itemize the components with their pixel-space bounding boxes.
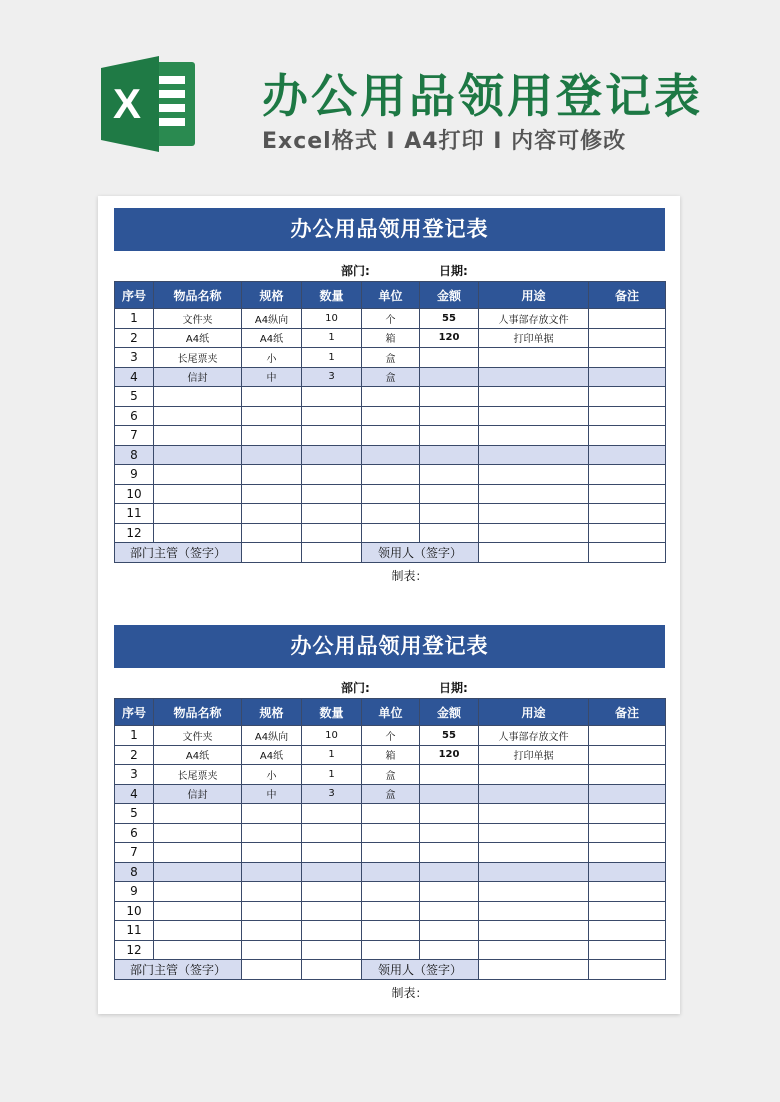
cell-unit[interactable] [362, 882, 420, 902]
cell-item-name[interactable]: A4纸 [154, 328, 242, 348]
cell-amount[interactable] [420, 484, 479, 504]
cell-item-name[interactable] [154, 445, 242, 465]
cell-amount[interactable]: 120 [420, 328, 479, 348]
cell-quantity[interactable]: 3 [302, 367, 362, 387]
cell-item-name[interactable]: 长尾票夹 [154, 765, 242, 785]
cell-index[interactable]: 1 [115, 309, 154, 329]
cell-quantity[interactable] [302, 882, 362, 902]
cell-remark[interactable] [589, 445, 666, 465]
table-header-row [115, 282, 666, 309]
cell-index[interactable]: 3 [115, 348, 154, 368]
col-header-unit: 单位 [362, 699, 420, 726]
cell-remark[interactable] [589, 309, 666, 329]
cell-unit[interactable] [362, 426, 420, 446]
table-row [115, 823, 666, 843]
cell-amount[interactable]: 120 [420, 745, 479, 765]
cell-remark[interactable] [589, 348, 666, 368]
cell-spec[interactable]: A4纵向 [242, 726, 302, 746]
cell-remark[interactable] [589, 726, 666, 746]
col-header-qty: 数量 [302, 282, 362, 309]
supervisor-signature-label: 部门主管（签字） [115, 960, 242, 980]
table-row [115, 784, 666, 804]
cell-spec[interactable] [242, 882, 302, 902]
table-row [115, 309, 666, 329]
cell-purpose[interactable] [479, 823, 589, 843]
cell-index[interactable]: 4 [115, 367, 154, 387]
cell-index[interactable]: 9 [115, 882, 154, 902]
cell-item-name[interactable] [154, 921, 242, 941]
cell-index[interactable]: 1 [115, 726, 154, 746]
cell-index[interactable]: 7 [115, 426, 154, 446]
cell-purpose[interactable] [479, 784, 589, 804]
cell-purpose[interactable] [479, 445, 589, 465]
cell-spec[interactable] [242, 445, 302, 465]
cell-quantity[interactable] [302, 940, 362, 960]
cell-purpose[interactable] [479, 504, 589, 524]
cell-remark[interactable] [589, 484, 666, 504]
cell-unit[interactable]: 盒 [362, 765, 420, 785]
cell-unit[interactable]: 个 [362, 309, 420, 329]
cell-amount[interactable] [420, 426, 479, 446]
cell-amount[interactable] [420, 367, 479, 387]
cell-purpose[interactable] [479, 882, 589, 902]
cell-purpose[interactable]: 人事部存放文件 [479, 309, 589, 329]
table-row [115, 328, 666, 348]
table-row [115, 367, 666, 387]
cell-remark[interactable] [589, 367, 666, 387]
cell-index[interactable]: 9 [115, 465, 154, 485]
cell-amount[interactable] [420, 804, 479, 824]
document-page [98, 196, 680, 1014]
cell-spec[interactable] [242, 387, 302, 407]
cell-spec[interactable]: A4纵向 [242, 309, 302, 329]
cell-unit[interactable]: 盒 [362, 348, 420, 368]
cell-unit[interactable] [362, 445, 420, 465]
col-header-index: 序号 [115, 699, 154, 726]
cell-item-name[interactable] [154, 940, 242, 960]
table-row [115, 940, 666, 960]
cell-quantity[interactable] [302, 843, 362, 863]
cell-quantity[interactable]: 1 [302, 328, 362, 348]
cell-index[interactable]: 10 [115, 901, 154, 921]
cell-spec[interactable] [242, 406, 302, 426]
cell-unit[interactable] [362, 921, 420, 941]
cell-quantity[interactable] [302, 484, 362, 504]
banner [0, 0, 780, 190]
cell-item-name[interactable]: 长尾票夹 [154, 348, 242, 368]
col-header-spec: 规格 [242, 282, 302, 309]
cell-purpose[interactable] [479, 765, 589, 785]
department-label: 部门: [341, 264, 370, 278]
cell-item-name[interactable] [154, 804, 242, 824]
cell-purpose[interactable]: 打印单据 [479, 328, 589, 348]
receiver-signature-cell[interactable] [479, 960, 589, 980]
col-header-amount: 金额 [420, 282, 479, 309]
cell-remark[interactable] [589, 804, 666, 824]
register-form-1 [114, 208, 665, 584]
cell-unit[interactable]: 个 [362, 726, 420, 746]
cell-unit[interactable] [362, 465, 420, 485]
cell-amount[interactable] [420, 882, 479, 902]
receiver-signature-label: 领用人（签字） [362, 543, 479, 563]
cell-remark[interactable] [589, 328, 666, 348]
cell-amount[interactable] [420, 504, 479, 524]
table-row [115, 504, 666, 524]
table-row [115, 445, 666, 465]
excel-logo-letter: X [112, 80, 142, 127]
cell-quantity[interactable]: 10 [302, 309, 362, 329]
cell-item-name[interactable] [154, 862, 242, 882]
cell-quantity[interactable] [302, 387, 362, 407]
cell-purpose[interactable] [479, 901, 589, 921]
cell-purpose[interactable] [479, 465, 589, 485]
cell-remark[interactable] [589, 843, 666, 863]
cell-remark[interactable] [589, 523, 666, 543]
cell-item-name[interactable]: 信封 [154, 784, 242, 804]
cell-index[interactable]: 2 [115, 745, 154, 765]
cell-index[interactable]: 11 [115, 504, 154, 524]
cell-quantity[interactable] [302, 445, 362, 465]
table-row [115, 745, 666, 765]
cell-quantity[interactable] [302, 804, 362, 824]
col-header-remark: 备注 [589, 699, 666, 726]
cell-spec[interactable] [242, 484, 302, 504]
table-row [115, 348, 666, 368]
cell-item-name[interactable]: 信封 [154, 367, 242, 387]
cell-item-name[interactable] [154, 387, 242, 407]
maker-label: 制表： [391, 568, 428, 583]
table-header-row [115, 699, 666, 726]
col-header-index: 序号 [115, 282, 154, 309]
col-header-amount: 金额 [420, 699, 479, 726]
cell-item-name[interactable]: A4纸 [154, 745, 242, 765]
main-title: 办公用品领用登记表 [262, 69, 703, 123]
supervisor-signature-cell[interactable] [242, 960, 302, 980]
cell-amount[interactable] [420, 843, 479, 863]
cell-amount[interactable] [420, 901, 479, 921]
cell-unit[interactable] [362, 901, 420, 921]
cell-quantity[interactable] [302, 465, 362, 485]
cell-spec[interactable] [242, 465, 302, 485]
subtitle: Excel格式 I A4打印 I 内容可修改 [262, 129, 627, 154]
cell-index[interactable]: 12 [115, 940, 154, 960]
date-label: 日期: [439, 681, 468, 695]
cell-item-name[interactable] [154, 901, 242, 921]
cell-purpose[interactable] [479, 406, 589, 426]
cell-amount[interactable] [420, 921, 479, 941]
cell-index[interactable]: 12 [115, 523, 154, 543]
cell-unit[interactable] [362, 406, 420, 426]
cell-quantity[interactable]: 1 [302, 745, 362, 765]
cell-unit[interactable] [362, 523, 420, 543]
register-form-2 [114, 625, 665, 1001]
cell-spec[interactable] [242, 862, 302, 882]
supervisor-signature-label: 部门主管（签字） [115, 543, 242, 563]
cell-remark[interactable] [589, 862, 666, 882]
cell-spec[interactable] [242, 804, 302, 824]
department-label: 部门: [341, 681, 370, 695]
cell-item-name[interactable] [154, 823, 242, 843]
cell-purpose[interactable]: 人事部存放文件 [479, 726, 589, 746]
cell-quantity[interactable]: 1 [302, 765, 362, 785]
cell-index[interactable]: 5 [115, 387, 154, 407]
cell-unit[interactable]: 盒 [362, 784, 420, 804]
col-header-purpose: 用途 [479, 282, 589, 309]
cell-remark[interactable] [589, 823, 666, 843]
cell-item-name[interactable] [154, 484, 242, 504]
table-body [115, 309, 666, 543]
table-row [115, 862, 666, 882]
cell-quantity[interactable] [302, 523, 362, 543]
cell-spec[interactable] [242, 901, 302, 921]
cell-purpose[interactable] [479, 862, 589, 882]
table-body [115, 726, 666, 960]
date-label: 日期: [439, 264, 468, 278]
cell-amount[interactable]: 55 [420, 309, 479, 329]
cell-unit[interactable] [362, 504, 420, 524]
cell-index[interactable]: 4 [115, 784, 154, 804]
signature-row [115, 960, 666, 980]
cell-amount[interactable] [420, 523, 479, 543]
cell-purpose[interactable]: 打印单据 [479, 745, 589, 765]
cell-amount[interactable] [420, 823, 479, 843]
cell-unit[interactable] [362, 940, 420, 960]
cell-unit[interactable] [362, 484, 420, 504]
signature-end-cell[interactable] [589, 960, 666, 980]
cell-quantity[interactable] [302, 921, 362, 941]
cell-quantity[interactable] [302, 862, 362, 882]
maker-label: 制表： [391, 985, 428, 1000]
cell-quantity[interactable] [302, 426, 362, 446]
cell-spec[interactable] [242, 426, 302, 446]
col-header-item: 物品名称 [154, 282, 242, 309]
cell-amount[interactable] [420, 940, 479, 960]
cell-index[interactable]: 5 [115, 804, 154, 824]
cell-unit[interactable] [362, 862, 420, 882]
cell-purpose[interactable] [479, 940, 589, 960]
cell-quantity[interactable] [302, 823, 362, 843]
cell-remark[interactable] [589, 921, 666, 941]
col-header-remark: 备注 [589, 282, 666, 309]
cell-amount[interactable] [420, 862, 479, 882]
cell-remark[interactable] [589, 745, 666, 765]
cell-index[interactable]: 8 [115, 445, 154, 465]
signature-gap-cell[interactable] [302, 543, 362, 563]
excel-icon [101, 56, 199, 152]
cell-index[interactable]: 2 [115, 328, 154, 348]
cell-remark[interactable] [589, 387, 666, 407]
cell-purpose[interactable] [479, 387, 589, 407]
register-table [114, 281, 666, 563]
cell-remark[interactable] [589, 504, 666, 524]
cell-unit[interactable]: 箱 [362, 328, 420, 348]
signature-gap-cell[interactable] [302, 960, 362, 980]
table-row [115, 387, 666, 407]
cell-spec[interactable]: A4纸 [242, 328, 302, 348]
cell-spec[interactable] [242, 921, 302, 941]
cell-remark[interactable] [589, 765, 666, 785]
table-row [115, 843, 666, 863]
cell-quantity[interactable] [302, 406, 362, 426]
col-header-purpose: 用途 [479, 699, 589, 726]
register-table [114, 698, 666, 980]
cell-remark[interactable] [589, 882, 666, 902]
receiver-signature-cell[interactable] [479, 543, 589, 563]
cell-item-name[interactable] [154, 406, 242, 426]
cell-item-name[interactable] [154, 426, 242, 446]
table-row [115, 921, 666, 941]
signature-row [115, 543, 666, 563]
cell-item-name[interactable] [154, 465, 242, 485]
cell-item-name[interactable] [154, 523, 242, 543]
col-header-unit: 单位 [362, 282, 420, 309]
cell-item-name[interactable] [154, 843, 242, 863]
table-row [115, 901, 666, 921]
table-row [115, 484, 666, 504]
cell-amount[interactable] [420, 465, 479, 485]
cell-item-name[interactable] [154, 504, 242, 524]
cell-index[interactable]: 3 [115, 765, 154, 785]
cell-spec[interactable] [242, 823, 302, 843]
cell-purpose[interactable] [479, 348, 589, 368]
form-title: 办公用品领用登记表 [114, 625, 665, 668]
cell-amount[interactable] [420, 784, 479, 804]
cell-remark[interactable] [589, 940, 666, 960]
cell-remark[interactable] [589, 465, 666, 485]
cell-quantity[interactable]: 10 [302, 726, 362, 746]
cell-index[interactable]: 8 [115, 862, 154, 882]
table-row [115, 765, 666, 785]
cell-unit[interactable] [362, 804, 420, 824]
signature-end-cell[interactable] [589, 543, 666, 563]
supervisor-signature-cell[interactable] [242, 543, 302, 563]
table-row [115, 406, 666, 426]
cell-purpose[interactable] [479, 523, 589, 543]
cell-purpose[interactable] [479, 426, 589, 446]
cell-quantity[interactable] [302, 901, 362, 921]
cell-spec[interactable]: A4纸 [242, 745, 302, 765]
cell-amount[interactable] [420, 765, 479, 785]
cell-spec[interactable]: 中 [242, 784, 302, 804]
cell-index[interactable]: 7 [115, 843, 154, 863]
table-row [115, 804, 666, 824]
cell-unit[interactable] [362, 843, 420, 863]
cell-remark[interactable] [589, 901, 666, 921]
col-header-item: 物品名称 [154, 699, 242, 726]
cell-unit[interactable]: 箱 [362, 745, 420, 765]
form-meta [114, 668, 665, 698]
table-row [115, 523, 666, 543]
cell-purpose[interactable] [479, 484, 589, 504]
table-row [115, 426, 666, 446]
cell-spec[interactable] [242, 523, 302, 543]
cell-unit[interactable] [362, 387, 420, 407]
form-meta [114, 251, 665, 281]
cell-unit[interactable]: 盒 [362, 367, 420, 387]
cell-item-name[interactable]: 文件夹 [154, 726, 242, 746]
table-row [115, 726, 666, 746]
cell-amount[interactable] [420, 406, 479, 426]
cell-purpose[interactable] [479, 367, 589, 387]
col-header-qty: 数量 [302, 699, 362, 726]
cell-remark[interactable] [589, 426, 666, 446]
cell-purpose[interactable] [479, 921, 589, 941]
receiver-signature-label: 领用人（签字） [362, 960, 479, 980]
cell-unit[interactable] [362, 823, 420, 843]
cell-purpose[interactable] [479, 804, 589, 824]
cell-purpose[interactable] [479, 843, 589, 863]
cell-spec[interactable] [242, 504, 302, 524]
cell-amount[interactable] [420, 387, 479, 407]
cell-quantity[interactable]: 3 [302, 784, 362, 804]
col-header-spec: 规格 [242, 699, 302, 726]
cell-index[interactable]: 10 [115, 484, 154, 504]
cell-spec[interactable] [242, 940, 302, 960]
cell-item-name[interactable]: 文件夹 [154, 309, 242, 329]
cell-index[interactable]: 11 [115, 921, 154, 941]
cell-index[interactable]: 6 [115, 406, 154, 426]
cell-remark[interactable] [589, 406, 666, 426]
table-row [115, 882, 666, 902]
table-row [115, 465, 666, 485]
cell-quantity[interactable]: 1 [302, 348, 362, 368]
cell-spec[interactable]: 中 [242, 367, 302, 387]
cell-item-name[interactable] [154, 882, 242, 902]
cell-spec[interactable]: 小 [242, 765, 302, 785]
cell-remark[interactable] [589, 784, 666, 804]
cell-index[interactable]: 6 [115, 823, 154, 843]
cell-quantity[interactable] [302, 504, 362, 524]
cell-amount[interactable]: 55 [420, 726, 479, 746]
cell-spec[interactable]: 小 [242, 348, 302, 368]
form-title: 办公用品领用登记表 [114, 208, 665, 251]
cell-spec[interactable] [242, 843, 302, 863]
cell-amount[interactable] [420, 445, 479, 465]
cell-amount[interactable] [420, 348, 479, 368]
